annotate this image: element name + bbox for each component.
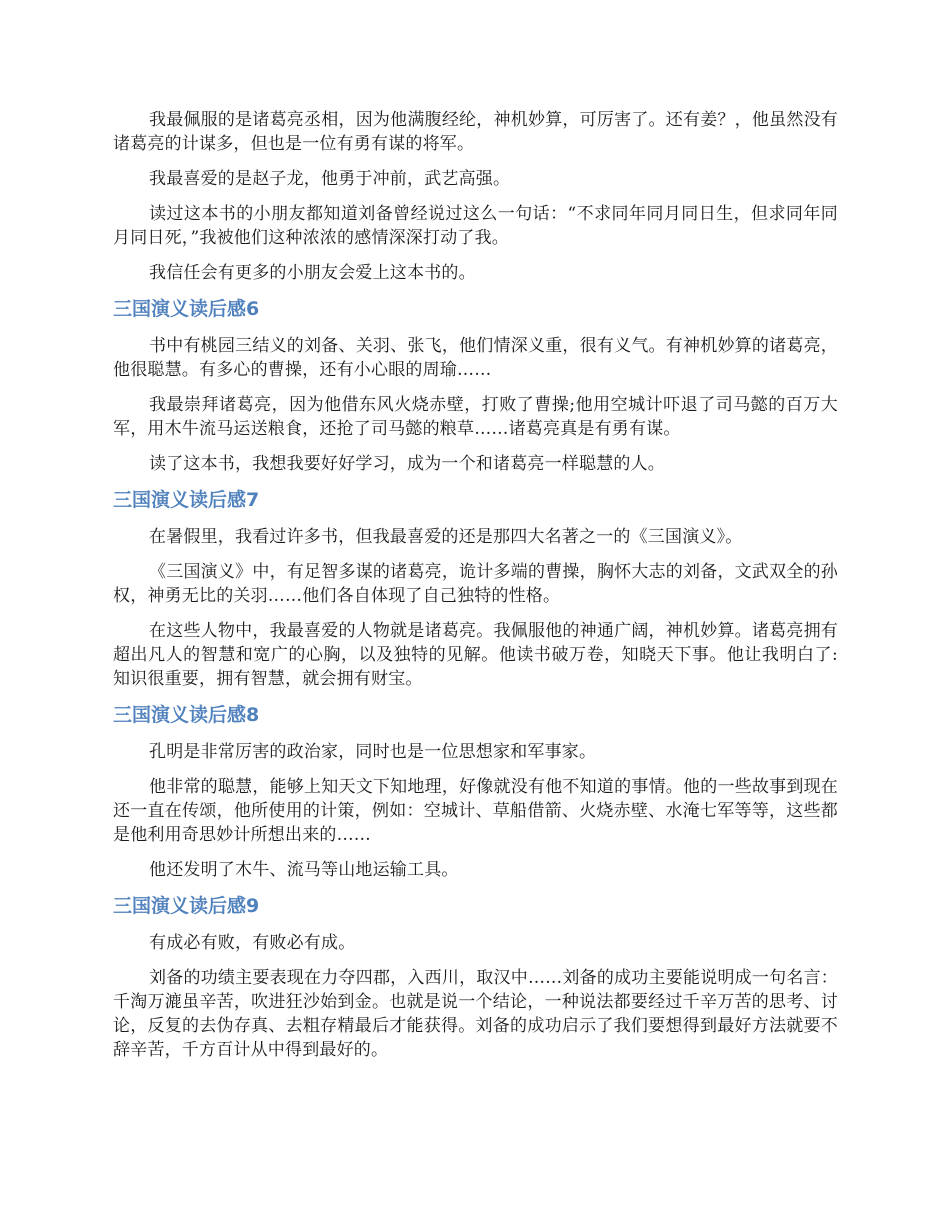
section-8 xyxy=(113,702,838,882)
paragraph: 在暑假里，我看过许多书，但我最喜爱的还是那四大名著之一的《三国演义》。 xyxy=(149,527,743,547)
section-9 xyxy=(113,893,838,1062)
paragraph: 读了这本书，我想我要好好学习，成为一个和诸葛亮一样聪慧的人。 xyxy=(149,454,665,474)
section-heading: 三国演义读后感7 xyxy=(113,489,260,511)
section-7 xyxy=(113,487,838,691)
paragraph: 他还发明了木牛、流马等山地运输工具。 xyxy=(149,860,459,880)
section-heading: 三国演义读后感8 xyxy=(113,704,260,726)
document-body xyxy=(113,108,838,1073)
paragraph: 在这些人物中，我最喜爱的人物就是诸葛亮。我佩服他的神通广阔，神机妙算。诸葛亮拥有超出凡人的智慧和宽广的心胸，以及独特的见解。他读书破万卷，知晓天下事。他让我明白了:知识很重要，拥有智慧，就会拥有财宝。 xyxy=(113,621,838,689)
paragraph: 我最佩服的是诸葛亮丞相，因为他满腹经纶，神机妙算，可厉害了。还有姜？，他虽然没有诸葛亮的计谋多，但也是一位有勇有谋的将军。 xyxy=(113,110,838,154)
section-heading: 三国演义读后感6 xyxy=(113,298,260,320)
paragraph: 我最崇拜诸葛亮，因为他借东风火烧赤壁，打败了曹操;他用空城计吓退了司马懿的百万大军，用木牛流马运送粮食，还抢了司马懿的粮草……诸葛亮真是有勇有谋。 xyxy=(113,395,838,439)
paragraph: 我最喜爱的是赵子龙，他勇于冲前，武艺高强。 xyxy=(149,169,511,189)
section-heading: 三国演义读后感9 xyxy=(113,895,260,917)
paragraph: 刘备的功绩主要表现在力夺四郡，入西川，取汉中……刘备的成功主要能说明成一句名言：千淘万漉虽辛苦，吹进狂沙始到金。也就是说一个结论，一种说法都要经过千辛万苦的思考、讨论，反复的去伪存真、去粗存精最后才能获得。刘备的成功启示了我们要想得到最好方法就要不辞辛苦，千方百计从中得到最好的。 xyxy=(113,968,838,1060)
paragraph: 有成必有败，有败必有成。 xyxy=(149,933,356,953)
section-6 xyxy=(113,296,838,476)
paragraph: 他非常的聪慧，能够上知天文下知地理，好像就没有他不知道的事情。他的一些故事到现在还一直在传颂，他所使用的计策，例如：空城计、草船借箭、火烧赤壁、水淹七军等等，这些都是他利用奇思妙计所想出来的…… xyxy=(113,777,838,845)
paragraph: 孔明是非常厉害的政治家，同时也是一位思想家和军事家。 xyxy=(149,742,597,762)
paragraph: 书中有桃园三结义的刘备、关羽、张飞，他们情深义重，很有义气。有神机妙算的诸葛亮，他很聪慧。有多心的曹操，还有小心眼的周瑜…… xyxy=(113,336,838,380)
paragraph: 《三国演义》中，有足智多谋的诸葛亮，诡计多端的曹操，胸怀大志的刘备，文武双全的孙权，神勇无比的关羽……他们各自体现了自己独特的性格。 xyxy=(113,562,838,606)
paragraph: 读过这本书的小朋友都知道刘备曾经说过这么一句话：“不求同年同月同日生，但求同年同月同日死，”我被他们这种浓浓的感情深深打动了我。 xyxy=(113,204,838,248)
paragraph: 我信任会有更多的小朋友会爱上这本书的。 xyxy=(149,263,476,283)
